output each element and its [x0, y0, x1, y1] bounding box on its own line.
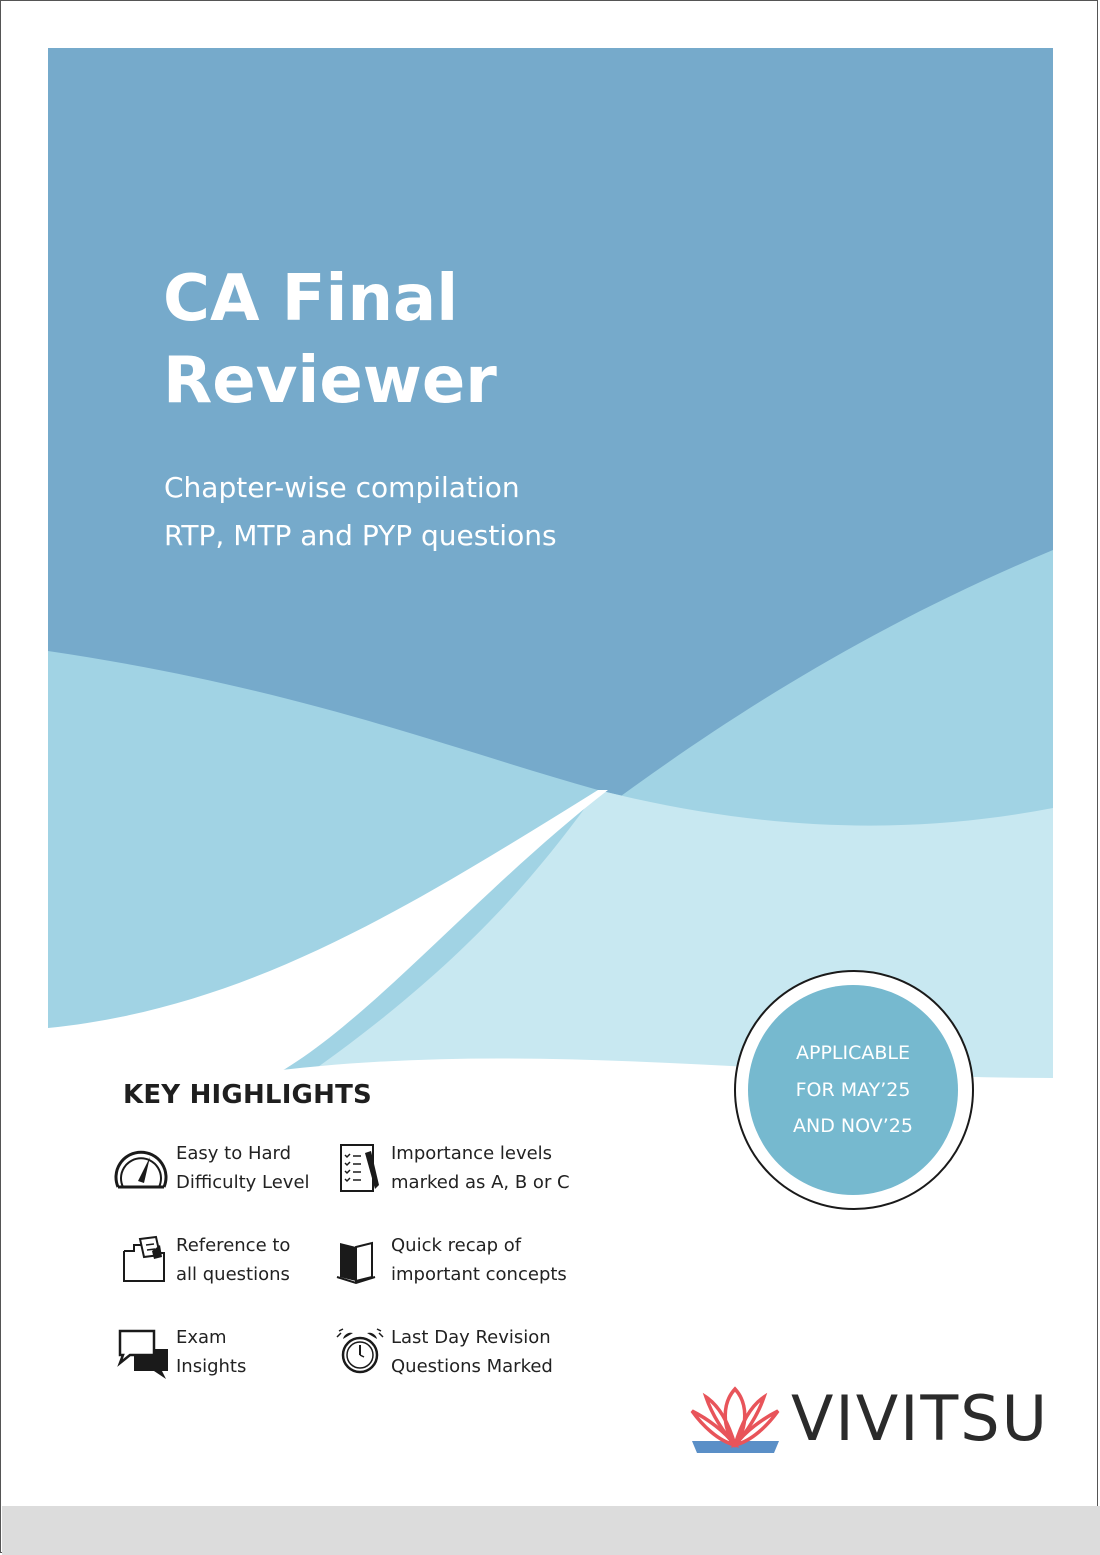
highlight-recap [327, 1231, 567, 1289]
vivitsu-logo [688, 1382, 1049, 1455]
highlight-1-line-2: Difficulty Level [176, 1172, 310, 1193]
title-line-2: Reviewer [163, 344, 497, 418]
highlight-4-line-1: Quick recap of [391, 1235, 522, 1256]
cover-subtitle [164, 464, 557, 560]
badge-line-1: APPLICABLE [796, 1042, 910, 1064]
highlight-2-line-2: marked as A, B or C [391, 1172, 570, 1193]
badge-line-3: AND NOV’25 [793, 1115, 913, 1137]
badge-line-2: FOR MAY’25 [795, 1078, 911, 1101]
footer-bar [2, 1506, 1100, 1555]
highlight-6-line-1: Last Day Revision [391, 1327, 551, 1348]
highlight-3-line-1: Reference to [176, 1235, 291, 1256]
highlight-2-line-1: Importance levels [391, 1143, 553, 1164]
highlight-insights [112, 1323, 246, 1381]
open-book-icon [327, 1231, 385, 1289]
highlight-last-day [327, 1323, 553, 1381]
key-highlights-title: KEY HIGHLIGHTS [123, 1080, 372, 1110]
highlight-5-line-1: Exam [176, 1327, 227, 1348]
alarm-clock-icon [327, 1323, 385, 1381]
cover-title [163, 258, 497, 422]
highlight-3-line-2: all questions [176, 1264, 290, 1285]
highlight-reference [112, 1231, 290, 1289]
highlight-difficulty [112, 1139, 310, 1197]
applicable-badge [748, 985, 958, 1195]
speedometer-icon [112, 1139, 170, 1197]
document-reference-icon [112, 1231, 170, 1289]
highlight-4-line-2: important concepts [391, 1264, 567, 1285]
checklist-icon [327, 1139, 385, 1197]
highlight-1-line-1: Easy to Hard [176, 1143, 292, 1164]
title-line-1: CA Final [163, 262, 459, 336]
lotus-icon [688, 1383, 783, 1455]
chat-bubbles-icon [112, 1323, 170, 1381]
subtitle-line-1: Chapter-wise compilation [164, 471, 520, 504]
brand-name: VIVITSU [791, 1382, 1050, 1455]
cover-banner [48, 48, 1053, 1088]
highlight-5-line-2: Insights [176, 1356, 247, 1377]
highlight-6-line-2: Questions Marked [391, 1356, 553, 1377]
highlight-importance [327, 1139, 570, 1197]
subtitle-line-2: RTP, MTP and PYP questions [164, 519, 557, 552]
